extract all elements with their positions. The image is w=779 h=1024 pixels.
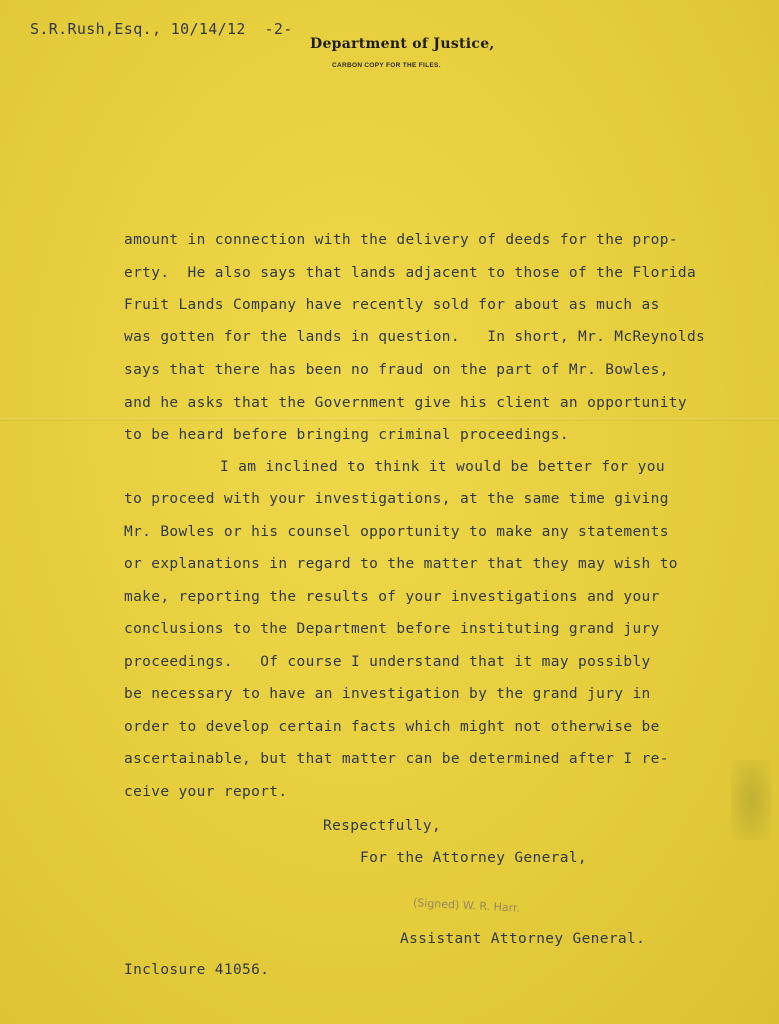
body-line: ascertainable, but that matter can be determined after I re- [124, 751, 669, 767]
signed-stamp: (Signed) W. R. Harr. [412, 896, 521, 915]
body-line: be necessary to have an investigation by the grand jury in [124, 686, 651, 702]
body-line: make, reporting the results of your investigations and your [124, 589, 660, 605]
header-reference: S.R.Rush,Esq., 10/14/12 -2- [30, 20, 293, 38]
closing-on-behalf: For the Attorney General, [360, 850, 587, 866]
inclosure-note: Inclosure 41056. [124, 962, 270, 978]
body-line: and he asks that the Government give his client an opportunity [124, 395, 687, 411]
body-line: ceive your report. [124, 784, 288, 800]
body-line: was gotten for the lands in question. In short, Mr. McReynolds [124, 329, 706, 345]
closing-salutation: Respectfully, [323, 818, 442, 834]
body-line: I am inclined to think it would be better for you [220, 459, 665, 475]
body-line: or explanations in regard to the matter that they may wish to [124, 556, 678, 572]
body-line: says that there has been no fraud on the part of Mr. Bowles, [124, 362, 669, 378]
body-line: Fruit Lands Company have recently sold for about as much as [124, 297, 660, 313]
body-line: to proceed with your investigations, at the same time giving [124, 491, 669, 507]
body-line: order to develop certain facts which might not otherwise be [124, 719, 660, 735]
body-line: Mr. Bowles or his counsel opportunity to make any statements [124, 524, 669, 540]
body-line: to be heard before bringing criminal proceedings. [124, 427, 569, 443]
letterhead-title: Department of Justice, [310, 36, 495, 52]
body-line: proceedings. Of course I understand that it may possibly [124, 654, 651, 670]
carbon-copy-note: CARBON COPY FOR THE FILES. [332, 62, 441, 69]
paper-fold-crease [0, 418, 779, 421]
signatory-title: Assistant Attorney General. [400, 931, 646, 947]
body-line: erty. He also says that lands adjacent to those of the Florida [124, 265, 697, 281]
body-line: conclusions to the Department before instituting grand jury [124, 621, 660, 637]
paper-stain [731, 760, 771, 840]
body-line: amount in connection with the delivery of deeds for the prop- [124, 232, 678, 248]
